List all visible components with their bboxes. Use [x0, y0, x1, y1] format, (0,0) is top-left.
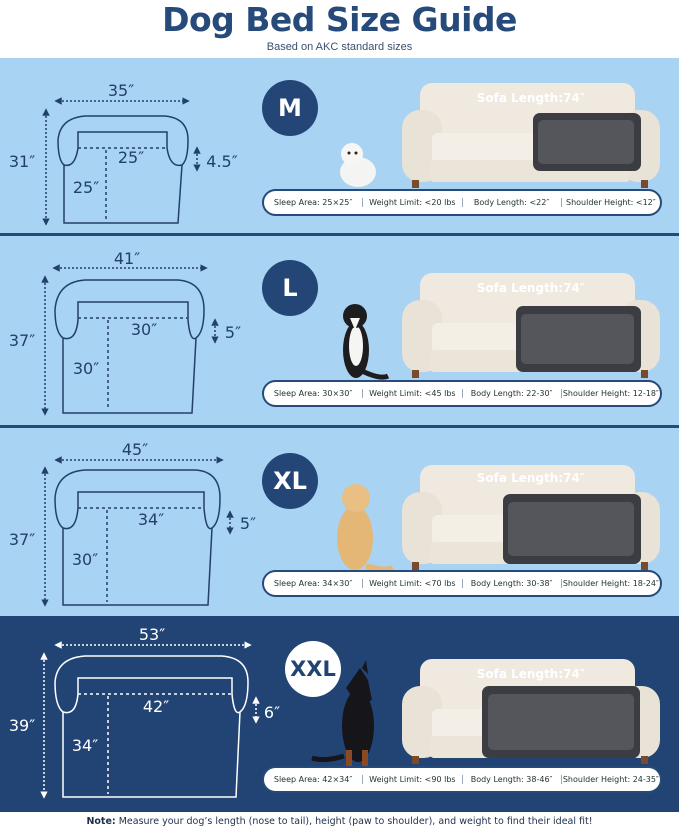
- spec-shoulder-height: Shoulder Height: 24-35″: [561, 775, 660, 784]
- dog-border-collie-image: [343, 304, 388, 378]
- spec-body-length: Body Length: <22″: [462, 198, 561, 207]
- sofa-length-label: Sofa Length:74″: [476, 281, 586, 295]
- l-inner-depth: 30″: [72, 359, 100, 378]
- spec-sleep-area: Sleep Area: 25×25″: [273, 198, 353, 207]
- spec-weight-limit: Weight Limit: <20 lbs: [362, 198, 461, 207]
- m-inner-width: 25″: [117, 148, 145, 167]
- size-badge-l: L: [262, 260, 318, 316]
- diagram-xl: [45, 460, 230, 605]
- spec-body-length: Body Length: 38-46″: [462, 775, 561, 784]
- sofa-length-label: Sofa Length:74″: [476, 471, 586, 485]
- sofa-illustrations: [402, 83, 660, 764]
- spec-bar-l: [262, 380, 662, 407]
- sofa-length-label: Sofa Length:74″: [476, 667, 586, 681]
- page-subtitle: Based on AKC standard sizes: [266, 41, 413, 53]
- m-outer-width: 35″: [107, 81, 135, 100]
- spec-bar-xl: [262, 570, 662, 597]
- m-inner-depth: 25″: [72, 178, 100, 197]
- l-inner-width: 30″: [130, 320, 158, 339]
- diagram-xxl: [44, 645, 256, 797]
- size-badge-xxl: XXL: [285, 641, 341, 697]
- xl-inner-width: 34″: [137, 510, 165, 529]
- note-label: Note:: [86, 816, 116, 827]
- spec-sleep-area: Sleep Area: 30×30″: [273, 389, 353, 398]
- xxl-bolster: 6″: [263, 703, 281, 722]
- spec-weight-limit: Weight Limit: <70 lbs: [362, 579, 461, 588]
- xxl-inner-width: 42″: [142, 697, 170, 716]
- dog-pomeranian-image: [340, 143, 376, 187]
- m-outer-height: 31″: [8, 152, 36, 171]
- spec-bar-m: [262, 189, 662, 216]
- xxl-outer-width: 53″: [138, 625, 166, 644]
- xxl-outer-height: 39″: [8, 716, 36, 735]
- sofa-length-label: Sofa Length:74″: [476, 91, 586, 105]
- spec-shoulder-height: Shoulder Height: <12″: [561, 198, 660, 207]
- diagram-l: [45, 268, 215, 413]
- spec-shoulder-height: Shoulder Height: 12-18″: [561, 389, 660, 398]
- xl-inner-depth: 30″: [71, 550, 99, 569]
- xxl-inner-depth: 34″: [71, 736, 99, 755]
- l-outer-height: 37″: [8, 331, 36, 350]
- spec-shoulder-height: Shoulder Height: 18-24″: [561, 579, 660, 588]
- page-title: Dog Bed Size Guide: [162, 0, 517, 39]
- dog-golden-retriever-image: [337, 484, 393, 570]
- spec-sleep-area: Sleep Area: 34×30″: [273, 579, 353, 588]
- xl-bolster: 5″: [239, 514, 257, 533]
- spec-body-length: Body Length: 30-38″: [462, 579, 561, 588]
- spec-sleep-area: Sleep Area: 42×34″: [273, 775, 353, 784]
- spec-bar-xxl: [262, 766, 662, 793]
- spec-body-length: Body Length: 22-30″: [462, 389, 561, 398]
- size-badge-m: M: [262, 80, 318, 136]
- l-outer-width: 41″: [113, 249, 141, 268]
- m-bolster: 4.5″: [206, 152, 238, 171]
- l-bolster: 5″: [224, 323, 242, 342]
- spec-weight-limit: Weight Limit: <90 lbs: [362, 775, 461, 784]
- xl-outer-height: 37″: [8, 530, 36, 549]
- size-badge-xl: XL: [262, 453, 318, 509]
- note-text: Measure your dog’s length (nose to tail), height (paw to shoulder), and weight to find their ideal fit!: [115, 816, 593, 827]
- footer-note: [0, 812, 679, 832]
- spec-weight-limit: Weight Limit: <45 lbs: [362, 389, 461, 398]
- xl-outer-width: 45″: [121, 440, 149, 459]
